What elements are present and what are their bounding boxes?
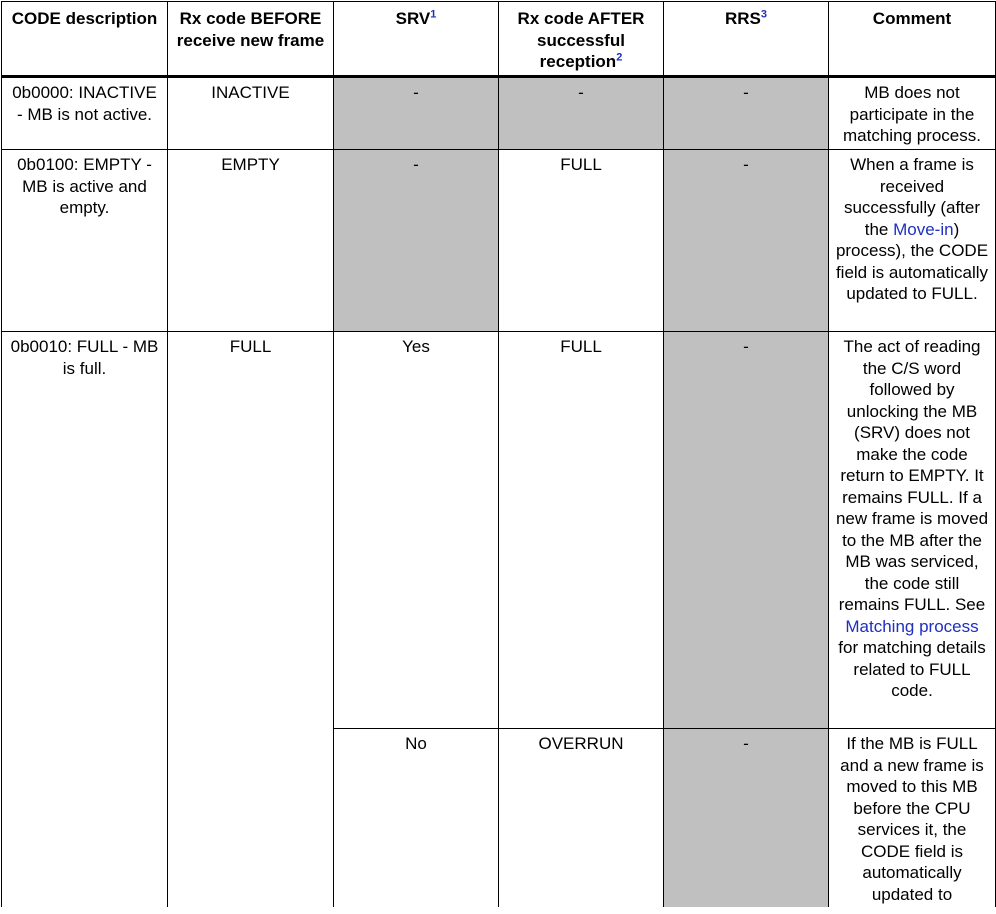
comment-cell <box>829 332 996 729</box>
rx-code-before-cell: INACTIVE <box>168 77 334 150</box>
header-row <box>2 2 996 77</box>
table-row <box>2 77 996 150</box>
rrs-cell: - <box>664 150 829 332</box>
srv-footnote-link[interactable]: 1 <box>430 8 437 21</box>
rrs-footnote-link[interactable]: 3 <box>760 8 768 21</box>
rrs-cell: - <box>664 729 829 908</box>
header-rx-code-after-label: Rx code AFTER successful reception <box>517 9 645 71</box>
rx-code-before-cell: EMPTY <box>168 150 334 332</box>
header-comment: Comment <box>829 2 996 77</box>
rrs-cell: - <box>664 77 829 150</box>
code-description-cell: 0b0100: EMPTY - MB is active and empty. <box>2 150 168 332</box>
header-rx-code-before: Rx code BEFORE receive new frame <box>168 2 334 77</box>
comment-cell: If the MB is FULL and a new frame is moved to this MB before the CPU services it, the CODE field is automatically updated to <box>829 729 996 908</box>
table-row <box>2 332 996 729</box>
srv-cell: - <box>334 77 499 150</box>
header-rx-code-after <box>499 2 664 77</box>
code-description-cell: 0b0000: INACTIVE - MB is not active. <box>2 77 168 150</box>
srv-cell: - <box>334 150 499 332</box>
header-rrs-label: RRS <box>724 9 761 28</box>
rx-code-after-cell: OVERRUN <box>499 729 664 908</box>
comment-text: for matching details related to FULL code. <box>838 638 986 700</box>
header-code-description: CODE description <box>2 2 168 77</box>
matching-process-link[interactable]: Matching process <box>845 616 979 636</box>
header-srv-label: SRV <box>395 9 431 28</box>
header-rrs <box>664 2 829 77</box>
comment-cell <box>829 150 996 332</box>
rx-code-after-cell: - <box>499 77 664 150</box>
rx-code-table <box>1 1 996 907</box>
after-footnote-link[interactable]: 2 <box>616 51 623 64</box>
comment-text: When a frame is received successfully (after the <box>843 155 981 239</box>
comment-cell: MB does not participate in the matching process. <box>829 77 996 150</box>
code-description-cell: 0b0010: FULL - MB is full. <box>2 332 168 908</box>
srv-cell: Yes <box>334 332 499 729</box>
comment-text: The act of reading the C/S word followed by unlocking the MB (SRV) does not make the code return to EMPTY. It remains FULL. If a new frame is moved to the MB after the MB was serviced, the code still remains FULL. See <box>835 337 989 614</box>
table-row <box>2 150 996 332</box>
rx-code-before-cell: FULL <box>168 332 334 908</box>
rx-code-after-cell: FULL <box>499 332 664 729</box>
srv-cell: No <box>334 729 499 908</box>
rrs-cell: - <box>664 332 829 729</box>
move-in-link[interactable]: Move-in <box>893 219 954 239</box>
header-srv <box>334 2 499 77</box>
comment-text: ) process), the CODE field is automatically updated to FULL. <box>835 219 989 303</box>
rx-code-after-cell: FULL <box>499 150 664 332</box>
